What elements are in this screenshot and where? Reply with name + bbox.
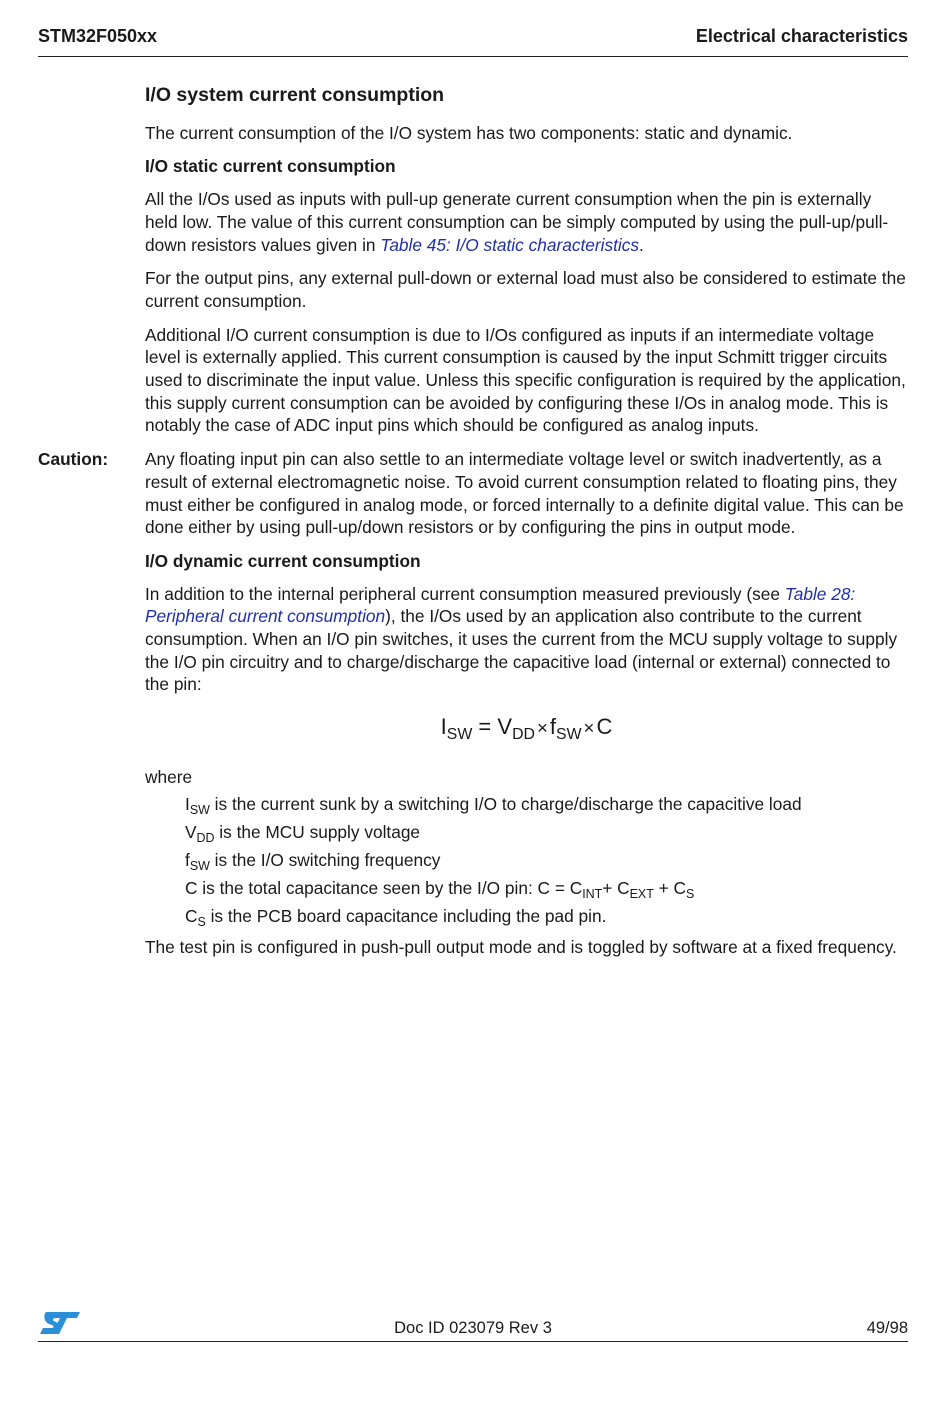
formula-fsw: f [549,714,557,740]
var-fsw-sub: SW [189,858,210,873]
var-c [185,877,908,900]
var-c-ext-sub: EXT [629,887,654,902]
var-isw [185,793,908,816]
var-fsw-symbol: f [185,849,190,870]
header-section: Electrical characteristics [695,26,908,46]
var-fsw-text: is the I/O switching frequency [209,849,441,870]
formula-vdd: V [497,714,513,740]
dynamic-p1-text: In addition to the internal peripheral current consumption measured previously (see [145,583,785,604]
formula-times-2: × [583,717,595,739]
var-c-text: C is the total capacitance seen by the I/O pin: C = C [185,878,583,899]
var-vdd-sub: DD [196,830,215,845]
formula-isw: I [440,714,447,740]
static-paragraph-1 [145,188,908,256]
var-c-s-sub: S [686,887,695,902]
var-c-plus-1: + C [602,878,630,899]
static-paragraph-3: Additional I/O current consumption is due to I/Os configured as inputs if an intermediate voltage level is externally applied. This current consumption is caused by the input Schmitt trigger circuits used to discriminate the input value. Unless this specific configuration is required by the application, this supply current consumption can be avoided by configuring these I/Os in analog mode. This is notably the case of ADC input pins which should be configured as analog inputs. [145,324,906,436]
doc-id: Doc ID 023079 Rev 3 [394,1319,552,1337]
formula-isw-sub: SW [446,726,473,744]
var-cs-text: is the PCB board capacitance including the pad pin. [205,906,607,927]
formula-vdd-sub: DD [512,726,535,744]
static-p1-end: . [639,234,644,255]
closing-paragraph: The test pin is configured in push-pull output mode and is toggled by software at a fixed frequency. [145,937,897,958]
formula-times-1: × [536,717,548,739]
var-isw-symbol: I [185,793,190,814]
table-45-link[interactable]: Table 45: I/O static characteristics [380,234,640,255]
page-content [38,84,908,970]
var-fsw [185,849,908,872]
dynamic-heading: I/O dynamic current consumption [145,550,421,571]
page-header [38,24,908,57]
caution-label: Caution: [38,449,109,470]
variable-list [185,793,908,929]
var-c-plus-2: + C [653,878,687,899]
where-label: where [145,766,193,787]
intro-paragraph: The current consumption of the I/O system has two components: static and dynamic. [145,122,793,143]
header-product: STM32F050xx [38,26,158,46]
static-paragraph-2: For the output pins, any external pull-down or external load must also be considered to estimate the current consumption. [145,268,906,311]
static-heading: I/O static current consumption [145,156,396,177]
formula-equals: = [478,714,492,740]
formula [145,714,908,744]
caution-block [38,448,908,539]
static-p1-text: All the I/Os used as inputs with pull-up generate current consumption when the pin is externally held low. The value of this current consumption can be simply computed by using the pull-up/pull-down resistors values given in [145,189,889,255]
var-c-int-sub: INT [582,887,603,902]
var-cs-sub: S [197,915,206,930]
var-isw-sub: SW [189,802,210,817]
var-vdd-symbol: V [185,821,197,842]
var-isw-text: is the current sunk by a switching I/O to charge/discharge the capacitive load [209,793,802,814]
caution-text: Any floating input pin can also settle to an intermediate voltage level or switch inadvertently, as a result of external electromagnetic noise. To avoid current consumption related to floating pins, they must either be configured in analog mode, or forced internally to a definite digital value. This can be done either by using pull-up/down resistors or by configuring the pins in output mode. [145,449,904,538]
section-title: I/O system current consumption [145,84,445,106]
var-cs-symbol: C [185,906,198,927]
var-cs [185,905,908,928]
dynamic-paragraph [145,583,908,697]
table-28-link[interactable]: Table 28: Peripheral current consumption [145,583,856,627]
page-number: 49/98 [866,1319,908,1337]
page-footer [38,1307,908,1342]
formula-c: C [596,714,613,740]
var-vdd-text: is the MCU supply voltage [214,821,421,842]
var-vdd [185,821,908,844]
dynamic-p1-end: ), the I/Os used by an application also contribute to the current consumption. When an I/O pin switches, it uses the current from the MCU supply voltage to supply the I/O pin circuitry and to charge/discharge the capacitive load (internal or external) connected to the pin: [145,606,898,695]
formula-fsw-sub: SW [556,726,582,744]
